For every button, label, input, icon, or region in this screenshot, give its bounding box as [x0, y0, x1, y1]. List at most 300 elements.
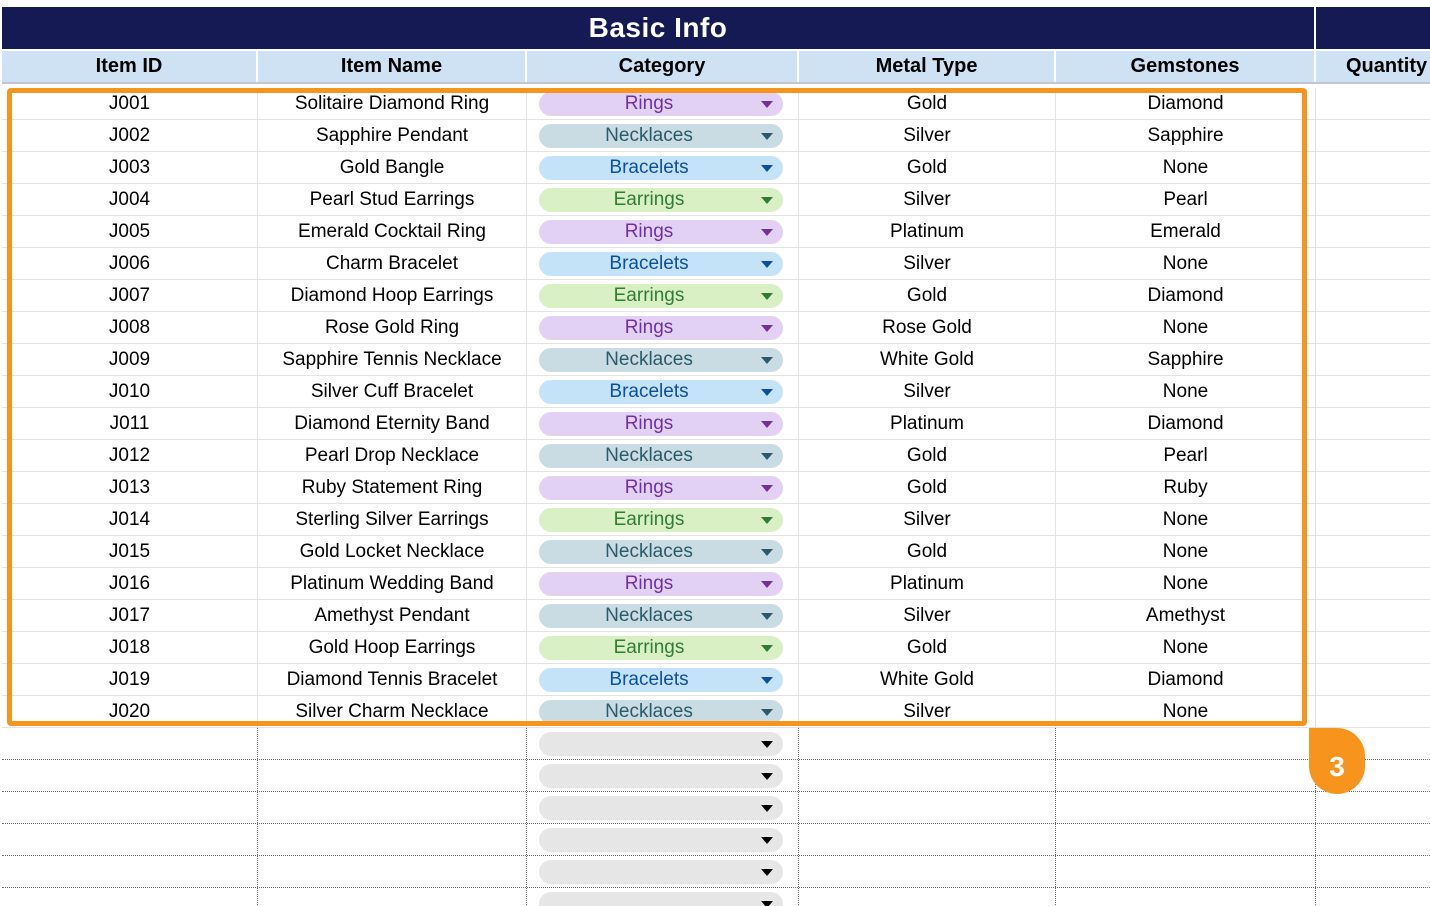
cell-gemstones[interactable]	[1056, 88, 1316, 119]
table-row	[2, 152, 1430, 184]
chevron-down-icon[interactable]	[761, 453, 773, 460]
table-row	[2, 248, 1430, 280]
metal-type-value: Silver	[903, 124, 951, 146]
metal-type-value: Silver	[903, 252, 951, 274]
category-dropdown[interactable]	[539, 188, 783, 212]
metal-type-value: Gold	[906, 284, 948, 306]
metal-type-value: Gold	[906, 636, 948, 658]
cell-category[interactable]	[527, 408, 799, 439]
metal-type-value: Gold	[906, 540, 948, 562]
cell-item-id[interactable]	[2, 376, 258, 407]
category-dropdown[interactable]	[539, 668, 783, 692]
cell-gemstones[interactable]	[1056, 632, 1316, 663]
metal-type-value: Gold	[906, 92, 948, 114]
category-dropdown[interactable]	[539, 316, 783, 340]
cell-metal-type[interactable]	[799, 504, 1056, 535]
category-dropdown[interactable]	[539, 796, 783, 820]
category-dropdown[interactable]	[539, 380, 783, 404]
chevron-down-icon[interactable]	[761, 677, 773, 684]
cell-gemstones[interactable]	[1056, 376, 1316, 407]
cell-quantity[interactable]	[1316, 568, 1430, 599]
item-name-value: Platinum Wedding Band	[290, 572, 494, 594]
item-id-value: J006	[108, 252, 151, 274]
cell-item-name[interactable]	[258, 440, 527, 471]
chevron-down-icon[interactable]	[761, 357, 773, 364]
cell-quantity[interactable]	[1316, 248, 1430, 279]
cell-quantity[interactable]	[1316, 280, 1430, 311]
cell-category[interactable]	[527, 120, 799, 151]
cell-item-id[interactable]	[2, 664, 258, 695]
cell-item-name[interactable]	[258, 856, 527, 887]
cell-item-name[interactable]	[258, 824, 527, 855]
gemstones-value: Amethyst	[1145, 604, 1226, 626]
category-dropdown[interactable]	[539, 444, 783, 468]
empty-row	[2, 760, 1430, 792]
chevron-down-icon[interactable]	[761, 101, 773, 108]
cell-category[interactable]	[527, 664, 799, 695]
cell-item-id[interactable]	[2, 280, 258, 311]
cell-quantity[interactable]	[1316, 440, 1430, 471]
cell-item-name[interactable]	[258, 568, 527, 599]
gemstones-value: Diamond	[1147, 412, 1224, 434]
cell-metal-type[interactable]	[799, 696, 1056, 727]
item-id-value: J011	[109, 412, 150, 434]
table-row	[2, 600, 1430, 632]
cell-gemstones[interactable]	[1056, 760, 1316, 791]
cell-item-id[interactable]	[2, 888, 258, 906]
cell-metal-type[interactable]	[799, 792, 1056, 823]
cell-quantity[interactable]	[1316, 632, 1430, 663]
cell-category[interactable]	[527, 184, 799, 215]
cell-item-name[interactable]	[258, 88, 527, 119]
category-dropdown[interactable]	[539, 508, 783, 532]
cell-item-name[interactable]	[258, 184, 527, 215]
cell-quantity[interactable]	[1316, 344, 1430, 375]
empty-row	[2, 824, 1430, 856]
cell-gemstones[interactable]	[1056, 536, 1316, 567]
cell-item-name[interactable]	[258, 344, 527, 375]
cell-item-name[interactable]	[258, 216, 527, 247]
cell-category[interactable]	[527, 792, 799, 823]
chevron-down-icon[interactable]	[761, 293, 773, 300]
cell-gemstones[interactable]	[1056, 792, 1316, 823]
category-dropdown[interactable]	[539, 892, 783, 906]
item-name-value: Rose Gold Ring	[324, 316, 460, 338]
chevron-down-icon[interactable]	[761, 613, 773, 620]
cell-metal-type[interactable]	[799, 376, 1056, 407]
chevron-down-icon[interactable]	[761, 837, 773, 844]
cell-metal-type[interactable]	[799, 152, 1056, 183]
table-row	[2, 408, 1430, 440]
category-label: Earrings	[613, 285, 685, 306]
chevron-down-icon[interactable]	[761, 549, 773, 556]
cell-quantity[interactable]	[1316, 792, 1430, 823]
cell-metal-type[interactable]	[799, 88, 1056, 119]
cell-item-name[interactable]	[258, 632, 527, 663]
cell-category[interactable]	[527, 248, 799, 279]
cell-item-id[interactable]	[2, 344, 258, 375]
cell-gemstones[interactable]	[1056, 216, 1316, 247]
cell-quantity[interactable]	[1316, 408, 1430, 439]
cell-metal-type[interactable]	[799, 760, 1056, 791]
category-label: Rings	[624, 573, 674, 594]
metal-type-value: White Gold	[880, 668, 974, 690]
cell-metal-type[interactable]	[799, 632, 1056, 663]
chevron-down-icon[interactable]	[761, 133, 773, 140]
cell-metal-type[interactable]	[799, 120, 1056, 151]
cell-metal-type[interactable]	[799, 728, 1056, 759]
gemstones-value: None	[1162, 636, 1209, 658]
table-row	[2, 280, 1430, 312]
empty-row	[2, 728, 1430, 760]
cell-item-name[interactable]	[258, 248, 527, 279]
cell-item-id[interactable]	[2, 760, 258, 791]
cell-category[interactable]	[527, 824, 799, 855]
cell-metal-type[interactable]	[799, 856, 1056, 887]
cell-metal-type[interactable]	[799, 312, 1056, 343]
cell-gemstones[interactable]	[1056, 408, 1316, 439]
category-label: Necklaces	[605, 445, 693, 466]
cell-quantity[interactable]	[1316, 504, 1430, 535]
metal-type-value: Gold	[906, 476, 948, 498]
category-dropdown[interactable]	[539, 732, 783, 756]
item-name-value: Gold Locket Necklace	[299, 540, 485, 562]
category-dropdown[interactable]	[539, 700, 783, 724]
gemstones-value: Diamond	[1147, 284, 1224, 306]
column-header-quantity[interactable]: Quantity	[1316, 51, 1430, 82]
chevron-down-icon[interactable]	[761, 421, 773, 428]
cell-item-id[interactable]	[2, 824, 258, 855]
category-dropdown[interactable]	[539, 252, 783, 276]
cell-item-name[interactable]	[258, 312, 527, 343]
chevron-down-icon[interactable]	[761, 805, 773, 812]
category-dropdown[interactable]	[539, 540, 783, 564]
gemstones-value: Pearl	[1163, 444, 1208, 466]
chevron-down-icon[interactable]	[761, 773, 773, 780]
cell-item-id[interactable]	[2, 536, 258, 567]
cell-gemstones[interactable]	[1056, 856, 1316, 887]
cell-gemstones[interactable]	[1056, 440, 1316, 471]
category-label: Bracelets	[609, 253, 689, 274]
cell-gemstones[interactable]	[1056, 152, 1316, 183]
cell-category[interactable]	[527, 472, 799, 503]
cell-item-id[interactable]	[2, 472, 258, 503]
chevron-down-icon[interactable]	[761, 581, 773, 588]
cell-item-id[interactable]	[2, 440, 258, 471]
cell-metal-type[interactable]	[799, 248, 1056, 279]
cell-category[interactable]	[527, 376, 799, 407]
item-name-value: Gold Bangle	[339, 156, 445, 178]
cell-gemstones[interactable]	[1056, 504, 1316, 535]
chevron-down-icon[interactable]	[761, 325, 773, 332]
category-label: Earrings	[613, 637, 685, 658]
cell-gemstones[interactable]	[1056, 728, 1316, 759]
cell-item-name[interactable]	[258, 760, 527, 791]
cell-category[interactable]	[527, 760, 799, 791]
cell-quantity[interactable]	[1316, 536, 1430, 567]
category-dropdown[interactable]	[539, 604, 783, 628]
chevron-down-icon[interactable]	[761, 741, 773, 748]
item-name-value: Charm Bracelet	[326, 252, 458, 274]
cell-item-id[interactable]	[2, 312, 258, 343]
cell-item-id[interactable]	[2, 504, 258, 535]
item-name-value: Sterling Silver Earrings	[295, 508, 489, 530]
cell-metal-type[interactable]	[799, 664, 1056, 695]
group-header-basic-info: Basic Info	[2, 7, 1314, 49]
metal-type-value: Gold	[906, 156, 948, 178]
chevron-down-icon[interactable]	[761, 869, 773, 876]
cell-gemstones[interactable]	[1056, 888, 1316, 906]
column-header-item-name[interactable]: Item Name	[258, 51, 527, 82]
column-header-metal-type[interactable]: Metal Type	[799, 51, 1056, 82]
metal-type-value: Silver	[903, 604, 951, 626]
cell-category[interactable]	[527, 856, 799, 887]
item-name-value: Amethyst Pendant	[314, 604, 470, 626]
cell-category[interactable]	[527, 152, 799, 183]
chevron-down-icon[interactable]	[761, 229, 773, 236]
gemstones-value: None	[1162, 316, 1209, 338]
cell-item-id[interactable]	[2, 184, 258, 215]
item-id-value: J020	[108, 700, 151, 722]
cell-quantity[interactable]	[1316, 184, 1430, 215]
cell-item-name[interactable]	[258, 472, 527, 503]
column-header-category[interactable]: Category	[527, 51, 799, 82]
cell-category[interactable]	[527, 632, 799, 663]
cell-category[interactable]	[527, 88, 799, 119]
gemstones-value: Sapphire	[1147, 348, 1224, 370]
cell-quantity[interactable]	[1316, 824, 1430, 855]
cell-metal-type[interactable]	[799, 472, 1056, 503]
cell-category[interactable]	[527, 728, 799, 759]
cell-item-name[interactable]	[258, 536, 527, 567]
cell-category[interactable]	[527, 568, 799, 599]
cell-category[interactable]	[527, 888, 799, 906]
cell-item-name[interactable]	[258, 728, 527, 759]
cell-item-id[interactable]	[2, 120, 258, 151]
cell-quantity[interactable]	[1316, 600, 1430, 631]
cell-category[interactable]	[527, 536, 799, 567]
item-name-value: Emerald Cocktail Ring	[298, 220, 486, 242]
cell-gemstones[interactable]	[1056, 696, 1316, 727]
item-id-value: J004	[108, 188, 151, 210]
empty-row	[2, 792, 1430, 824]
cell-quantity[interactable]	[1316, 120, 1430, 151]
cell-item-name[interactable]	[258, 792, 527, 823]
item-id-value: J010	[108, 380, 151, 402]
cell-gemstones[interactable]	[1056, 280, 1316, 311]
category-dropdown[interactable]	[539, 156, 783, 180]
cell-metal-type[interactable]	[799, 184, 1056, 215]
category-label: Rings	[624, 317, 674, 338]
item-id-value: J019	[108, 668, 151, 690]
category-label: Rings	[624, 477, 674, 498]
cell-metal-type[interactable]	[799, 344, 1056, 375]
chevron-down-icon[interactable]	[761, 165, 773, 172]
cell-category[interactable]	[527, 344, 799, 375]
cell-quantity[interactable]	[1316, 152, 1430, 183]
cell-gemstones[interactable]	[1056, 824, 1316, 855]
cell-item-id[interactable]	[2, 696, 258, 727]
table-row	[2, 536, 1430, 568]
cell-item-id[interactable]	[2, 216, 258, 247]
cell-quantity[interactable]	[1316, 664, 1430, 695]
cell-item-id[interactable]	[2, 792, 258, 823]
metal-type-value: White Gold	[880, 348, 974, 370]
category-dropdown[interactable]	[539, 476, 783, 500]
cell-item-name[interactable]	[258, 600, 527, 631]
item-id-value: J007	[108, 284, 151, 306]
cell-item-id[interactable]	[2, 600, 258, 631]
cell-category[interactable]	[527, 600, 799, 631]
cell-gemstones[interactable]	[1056, 664, 1316, 695]
item-id-value: J014	[108, 508, 151, 530]
table-row	[2, 88, 1430, 120]
cell-item-name[interactable]	[258, 280, 527, 311]
cell-metal-type[interactable]	[799, 280, 1056, 311]
cell-item-id[interactable]	[2, 632, 258, 663]
item-id-value: J018	[108, 636, 151, 658]
metal-type-value: Silver	[903, 188, 951, 210]
cell-item-id[interactable]	[2, 408, 258, 439]
category-label: Bracelets	[609, 381, 689, 402]
item-name-value: Diamond Tennis Bracelet	[286, 668, 498, 690]
metal-type-value: Platinum	[890, 412, 964, 434]
table-row	[2, 376, 1430, 408]
category-label: Necklaces	[605, 349, 693, 370]
cell-quantity[interactable]	[1316, 856, 1430, 887]
cell-item-name[interactable]	[258, 664, 527, 695]
cell-gemstones[interactable]	[1056, 568, 1316, 599]
cell-item-id[interactable]	[2, 88, 258, 119]
step-badge: 3	[1309, 728, 1365, 794]
cell-category[interactable]	[527, 280, 799, 311]
cell-gemstones[interactable]	[1056, 184, 1316, 215]
item-id-value: J017	[108, 604, 151, 626]
cell-quantity[interactable]	[1316, 888, 1430, 906]
cell-metal-type[interactable]	[799, 440, 1056, 471]
chevron-down-icon[interactable]	[761, 485, 773, 492]
chevron-down-icon[interactable]	[761, 517, 773, 524]
cell-item-name[interactable]	[258, 696, 527, 727]
cell-item-name[interactable]	[258, 504, 527, 535]
gemstones-value: None	[1162, 156, 1209, 178]
table-row	[2, 216, 1430, 248]
item-id-value: J009	[108, 348, 151, 370]
chevron-down-icon[interactable]	[761, 261, 773, 268]
gemstones-value: None	[1162, 252, 1209, 274]
category-dropdown[interactable]	[539, 636, 783, 660]
category-dropdown[interactable]	[539, 348, 783, 372]
table-row	[2, 664, 1430, 696]
cell-quantity[interactable]	[1316, 696, 1430, 727]
cell-category[interactable]	[527, 440, 799, 471]
table-row	[2, 344, 1430, 376]
cell-category[interactable]	[527, 216, 799, 247]
empty-row	[2, 888, 1430, 906]
category-dropdown[interactable]	[539, 572, 783, 596]
item-id-value: J002	[108, 124, 151, 146]
cell-gemstones[interactable]	[1056, 312, 1316, 343]
item-id-value: J005	[108, 220, 151, 242]
cell-item-name[interactable]	[258, 888, 527, 906]
empty-row	[2, 856, 1430, 888]
cell-metal-type[interactable]	[799, 888, 1056, 906]
cell-gemstones[interactable]	[1056, 344, 1316, 375]
metal-type-value: Gold	[906, 444, 948, 466]
cell-quantity[interactable]	[1316, 312, 1430, 343]
item-id-value: J016	[108, 572, 151, 594]
cell-metal-type[interactable]	[799, 568, 1056, 599]
chevron-down-icon[interactable]	[761, 709, 773, 716]
category-dropdown[interactable]	[539, 860, 783, 884]
category-label: Necklaces	[605, 701, 693, 722]
gemstones-value: None	[1162, 540, 1209, 562]
cell-category[interactable]	[527, 312, 799, 343]
cell-quantity[interactable]	[1316, 88, 1430, 119]
metal-type-value: Silver	[903, 508, 951, 530]
cell-gemstones[interactable]	[1056, 472, 1316, 503]
cell-category[interactable]	[527, 696, 799, 727]
cell-item-id[interactable]	[2, 248, 258, 279]
cell-metal-type[interactable]	[799, 600, 1056, 631]
category-dropdown[interactable]	[539, 284, 783, 308]
gemstones-value: Pearl	[1163, 188, 1208, 210]
item-name-value: Solitaire Diamond Ring	[294, 92, 490, 114]
item-name-value: Ruby Statement Ring	[301, 476, 483, 498]
cell-category[interactable]	[527, 504, 799, 535]
metal-type-value: Platinum	[890, 220, 964, 242]
item-id-value: J015	[108, 540, 151, 562]
group-header-next	[1316, 7, 1430, 49]
chevron-down-icon[interactable]	[761, 901, 773, 906]
category-label: Rings	[624, 413, 674, 434]
cell-item-name[interactable]	[258, 120, 527, 151]
cell-item-name[interactable]	[258, 152, 527, 183]
cell-metal-type[interactable]	[799, 408, 1056, 439]
category-dropdown[interactable]	[539, 92, 783, 116]
category-label: Bracelets	[609, 157, 689, 178]
cell-item-id[interactable]	[2, 568, 258, 599]
table-row	[2, 312, 1430, 344]
chevron-down-icon[interactable]	[761, 645, 773, 652]
cell-metal-type[interactable]	[799, 824, 1056, 855]
item-name-value: Diamond Eternity Band	[294, 412, 490, 434]
category-dropdown[interactable]	[539, 764, 783, 788]
cell-metal-type[interactable]	[799, 536, 1056, 567]
cell-quantity[interactable]	[1316, 472, 1430, 503]
category-dropdown[interactable]	[539, 220, 783, 244]
cell-item-id[interactable]	[2, 728, 258, 759]
chevron-down-icon[interactable]	[761, 197, 773, 204]
cell-quantity[interactable]	[1316, 376, 1430, 407]
cell-gemstones[interactable]	[1056, 600, 1316, 631]
cell-quantity[interactable]	[1316, 216, 1430, 247]
chevron-down-icon[interactable]	[761, 389, 773, 396]
cell-item-id[interactable]	[2, 152, 258, 183]
cell-metal-type[interactable]	[799, 216, 1056, 247]
table-row	[2, 632, 1430, 664]
column-header-item-id[interactable]: Item ID	[2, 51, 258, 82]
cell-item-name[interactable]	[258, 408, 527, 439]
column-header-gemstones[interactable]: Gemstones	[1056, 51, 1316, 82]
cell-item-id[interactable]	[2, 856, 258, 887]
cell-gemstones[interactable]	[1056, 248, 1316, 279]
cell-gemstones[interactable]	[1056, 120, 1316, 151]
category-dropdown[interactable]	[539, 124, 783, 148]
category-dropdown[interactable]	[539, 412, 783, 436]
cell-item-name[interactable]	[258, 376, 527, 407]
category-dropdown[interactable]	[539, 828, 783, 852]
